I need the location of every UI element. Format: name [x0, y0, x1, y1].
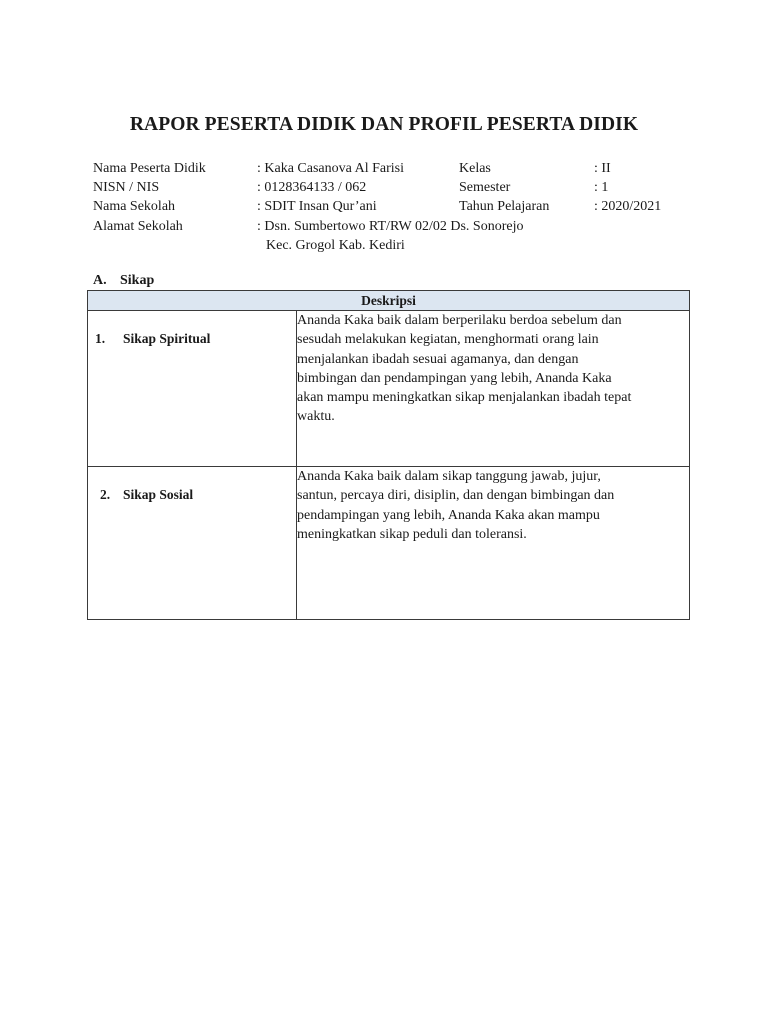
aspect-cell	[88, 311, 297, 467]
report-title: RAPOR PESERTA DIDIK DAN PROFIL PESERTA DIDIK	[129, 114, 639, 135]
tahun-label: Tahun Pelajaran	[459, 199, 550, 214]
sikap-table	[87, 290, 690, 620]
alamat-value-line1: : Dsn. Sumbertowo RT/RW 02/02 Ds. Sonorejo	[257, 219, 524, 234]
aspect-number: 1.	[95, 331, 106, 346]
nama-label: Nama Peserta Didik	[93, 161, 206, 176]
header-deskripsi: Deskripsi	[88, 291, 690, 311]
nisn-label: NISN / NIS	[93, 180, 160, 195]
description-line: Ananda Kaka baik dalam berperilaku berdoa sebelum dan	[297, 313, 622, 328]
alamat-value-line2: Kec. Grogol Kab. Kediri	[266, 238, 405, 253]
aspect-label: Sikap Spiritual	[123, 331, 211, 346]
aspect-cell	[88, 467, 297, 620]
kelas-label: Kelas	[459, 161, 491, 176]
description-cell	[297, 467, 690, 620]
description-line: menjalankan ibadah sesuai agamanya, dan dengan	[297, 351, 579, 367]
description-line: bimbingan dan pendampingan yang lebih, Ananda Kaka	[297, 370, 612, 386]
description-line: santun, percaya diri, disiplin, dan dengan bimbingan dan	[297, 488, 615, 504]
aspect-number: 2.	[100, 487, 111, 502]
table-row	[88, 467, 690, 620]
description-line: waktu.	[297, 409, 335, 425]
nama-value: : Kaka Casanova Al Farisi	[257, 161, 404, 176]
table-row	[88, 311, 690, 467]
kelas-value: : II	[594, 161, 611, 176]
alamat-label: Alamat Sekolah	[93, 219, 183, 234]
sekolah-value: : SDIT Insan Qur’ani	[257, 199, 377, 214]
section-number: A.	[93, 273, 107, 288]
nisn-value: : 0128364133 / 062	[257, 180, 367, 195]
section-label: Sikap	[120, 273, 155, 288]
section-heading-sikap	[93, 273, 154, 289]
description-line: akan mampu meningkatkan sikap menjalankan ibadah tepat	[297, 390, 632, 406]
description-cell	[297, 311, 690, 467]
semester-value: : 1	[594, 180, 609, 195]
tahun-value: : 2020/2021	[594, 199, 662, 214]
sekolah-label: Nama Sekolah	[93, 199, 176, 214]
description-line: pendampingan yang lebih, Ananda Kaka akan mampu	[297, 507, 600, 523]
semester-label: Semester	[459, 180, 511, 195]
aspect-label: Sikap Sosial	[123, 487, 194, 502]
description-line: meningkatkan sikap peduli dan toleransi.	[297, 526, 527, 542]
description-line: Ananda Kaka baik dalam sikap tanggung jawab, jujur,	[297, 469, 601, 484]
description-line: sesudah melakukan kegiatan, menghormati orang lain	[297, 332, 599, 348]
table-header-row	[88, 291, 690, 311]
